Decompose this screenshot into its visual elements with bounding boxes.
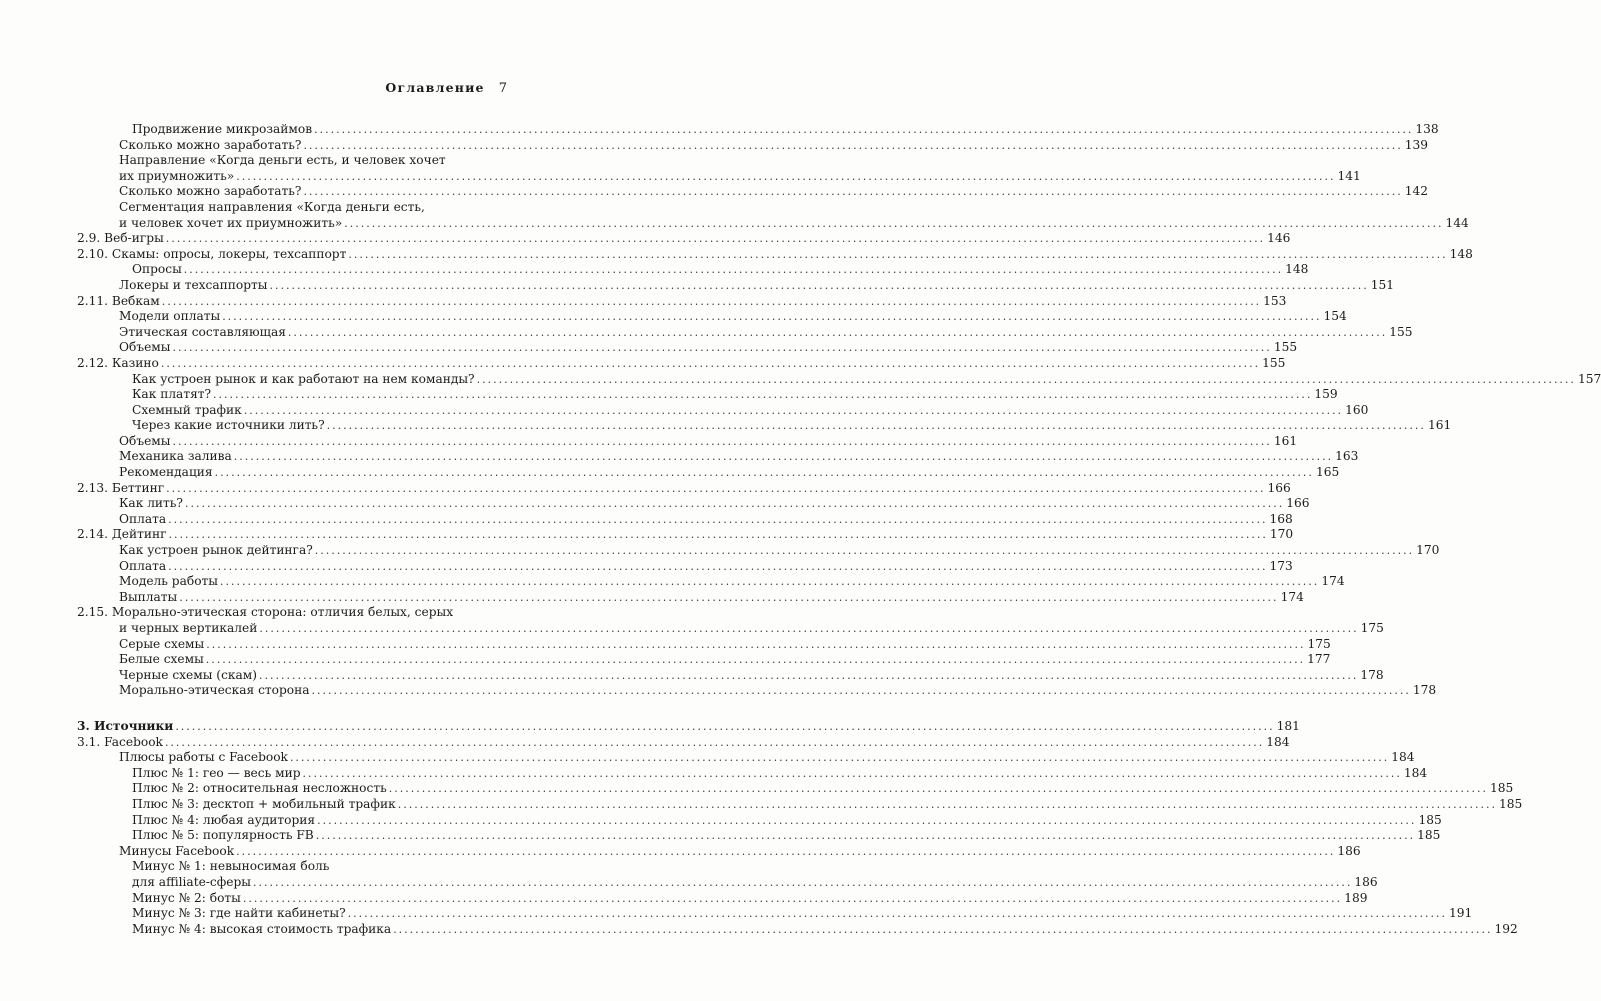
toc-leader-dots: ........................................................................................................................................................................................................: [259, 622, 1359, 635]
toc-leader-dots: ........................................................................................................................................................................................................: [311, 684, 1411, 698]
toc-entry[interactable]: [77, 355, 1286, 372]
toc-entry[interactable]: [77, 496, 1310, 512]
toc-leader-dots: ........................................................................................................................................................................................................: [166, 481, 1266, 495]
toc-entry[interactable]: [77, 636, 1331, 653]
toc-entry[interactable]: [77, 231, 1291, 247]
toc-entry-title: и черных вертикалей: [119, 621, 258, 635]
toc-entry-page: 185: [1418, 812, 1442, 827]
toc-leader-dots: ........................................................................................................................................................................................................: [348, 247, 1448, 261]
toc-leader-dots: ........................................................................................................................................................................................................: [219, 575, 1320, 589]
toc-entry-page: 184: [1266, 734, 1290, 749]
toc-entry-title: Серые схемы: [119, 636, 205, 651]
toc-entry[interactable]: [77, 168, 1361, 185]
toc-entry[interactable]: [77, 558, 1293, 575]
toc-entry[interactable]: [77, 200, 511, 216]
toc-entry[interactable]: [77, 449, 1359, 465]
toc-entry-title: Модель работы: [119, 574, 218, 589]
toc-entry-title: 2.11. Вебкам: [77, 293, 160, 308]
toc-leader-dots: ........................................................................................................................................................................................................: [168, 512, 1268, 526]
toc-entry-page: 141: [1337, 168, 1361, 183]
toc-entry-title: Морально-этическая сторона: [119, 683, 310, 698]
toc-entry-page: 153: [1263, 293, 1287, 308]
toc-entry-title: Минусы Facebook: [119, 843, 235, 858]
toc-entry[interactable]: [77, 812, 1442, 829]
toc-entry-page: 163: [1335, 449, 1359, 464]
toc-entry[interactable]: [77, 843, 1361, 860]
toc-leader-dots: ........................................................................................................................................................................................................: [289, 751, 1390, 765]
toc-entry-title: Плюс № 1: гео — весь мир: [132, 765, 301, 780]
toc-entry[interactable]: [77, 324, 1413, 341]
toc-entry-title: Объемы: [119, 340, 171, 355]
toc-entry-page: 173: [1269, 558, 1293, 573]
toc-leader-dots: ........................................................................................................................................................................................................: [222, 310, 1322, 324]
toc-entry-page: 184: [1391, 750, 1415, 765]
toc-entry-title: 3.1. Facebook: [77, 734, 163, 749]
toc-entry-title: Выплаты: [119, 589, 178, 604]
toc-entry-page: 161: [1273, 433, 1298, 448]
toc-entry-page: 155: [1262, 355, 1286, 370]
toc-entry[interactable]: [77, 589, 1304, 606]
toc-entry[interactable]: [77, 652, 1331, 668]
toc-entry-page: 146: [1267, 231, 1291, 246]
toc-entry-page: 177: [1307, 652, 1331, 667]
toc-entry-page: 168: [1269, 511, 1293, 526]
toc-leader-dots: ........................................................................................................................................................................................................: [236, 169, 1336, 183]
toc-leader-dots: ........................................................................................................................................................................................................: [476, 372, 1576, 386]
toc-entry-title: Этическая составляющая: [119, 324, 286, 339]
toc-leader-dots: ........................................................................................................................................................................................................: [160, 356, 1261, 370]
toc-entry-title: Как устроен рынок и как работают на нем команды?: [132, 371, 475, 386]
toc-leader-dots: ........................................................................................................................................................................................................: [243, 403, 1344, 417]
toc-entry[interactable]: [77, 262, 1309, 278]
toc-entry-page: 175: [1307, 636, 1331, 651]
toc-entry-page: 142: [1404, 184, 1429, 199]
toc-entry[interactable]: [77, 605, 511, 621]
toc-leader-dots: ........................................................................................................................................................................................................: [303, 185, 1403, 199]
toc-leader-dots: ........................................................................................................................................................................................................: [397, 797, 1498, 811]
toc-entry-title: Модели оплаты: [119, 309, 221, 324]
toc-entry-page: 178: [1412, 683, 1437, 698]
toc-entry-title: Схемный трафик: [132, 402, 242, 417]
toc-entry-page: 185: [1417, 828, 1441, 843]
toc-entry[interactable]: [77, 387, 1338, 403]
toc-entry[interactable]: [77, 480, 1291, 497]
toc-entry[interactable]: [77, 718, 1300, 735]
toc-leader-dots: ........................................................................................................................................................................................................: [314, 123, 1414, 136]
toc-leader-dots: ........................................................................................................................................................................................................: [172, 434, 1272, 448]
toc-entry[interactable]: [77, 828, 1441, 844]
toc-entry-title: Минус № 3: где найти кабинеты?: [132, 906, 346, 921]
toc-entry-page: 161: [1427, 418, 1452, 433]
toc-entry[interactable]: [77, 277, 1395, 294]
toc-entry-title: Минус № 4: высокая стоимость трафика: [132, 921, 392, 936]
toc-leader-dots: ........................................................................................................................................................................................................: [175, 719, 1275, 733]
toc-entry[interactable]: [77, 418, 1452, 434]
toc-entry-page: 155: [1389, 324, 1413, 339]
toc-entry[interactable]: [77, 137, 1429, 154]
toc-entry[interactable]: [77, 465, 1340, 481]
toc-leader-dots: ........................................................................................................................................................................................................: [388, 782, 1489, 796]
toc-leader-dots: ........................................................................................................................................................................................................: [287, 325, 1388, 339]
toc-entry-title: Минус № 1: невыносимая боль: [132, 859, 330, 874]
toc-leader-dots: ........................................................................................................................................................................................................: [164, 735, 1265, 749]
toc-entry-title: их приумножить»: [119, 168, 235, 183]
toc-entry-page: 166: [1286, 496, 1310, 511]
toc-entry[interactable]: [77, 184, 1429, 200]
toc-entry-page: 160: [1345, 402, 1369, 417]
toc-entry-title: 2.10. Скамы: опросы, локеры, техсаппорт: [77, 246, 347, 261]
toc-leader-dots: ........................................................................................................................................................................................................: [165, 232, 1266, 246]
toc-entry[interactable]: [77, 433, 1298, 450]
toc-leader-dots: ........................................................................................................................................................................................................: [213, 388, 1313, 402]
toc-leader-dots: ........................................................................................................................................................................................................: [168, 528, 1268, 542]
toc-entry-page: 186: [1354, 874, 1378, 889]
toc-entry-title: Опросы: [132, 262, 182, 277]
toc-entry-page: 181: [1276, 718, 1300, 733]
toc-entry-title: Локеры и техсаппорты: [119, 277, 268, 292]
toc-entry-page: 151: [1370, 277, 1395, 292]
toc-leader-dots: ........................................................................................................................................................................................................: [314, 544, 1415, 558]
toc-leader-dots: ........................................................................................................................................................................................................: [315, 829, 1416, 843]
toc-entry[interactable]: [77, 215, 1469, 232]
toc-entry[interactable]: [77, 667, 1384, 684]
toc-leader-dots: ........................................................................................................................................................................................................: [347, 907, 1447, 921]
toc-leader-dots: ........................................................................................................................................................................................................: [183, 263, 1284, 277]
toc-leader-dots: ........................................................................................................................................................................................................: [205, 653, 1306, 667]
toc-entry[interactable]: [77, 371, 1601, 388]
toc-entry-title: Сегментация направления «Когда деньги есть,: [119, 199, 425, 214]
toc-leader-dots: ........................................................................................................................................................................................................: [168, 559, 1268, 573]
toc-entry-page: 174: [1321, 574, 1345, 589]
toc-leader-dots: ........................................................................................................................................................................................................: [393, 922, 1493, 936]
toc-entry-title: 2.13. Беттинг: [77, 480, 165, 495]
toc-entry[interactable]: [77, 122, 1439, 138]
toc-spacer: [77, 699, 511, 719]
toc-leader-dots: ........................................................................................................................................................................................................: [233, 450, 1334, 464]
toc-entry-page: 165: [1315, 465, 1340, 480]
toc-entry-title: Сколько можно заработать?: [119, 184, 302, 199]
toc-entry-title: Оплата: [119, 511, 167, 526]
toc-entry-title: Механика залива: [119, 449, 232, 464]
toc-entry-title: 2.15. Морально-этическая сторона: отличия белых, серых: [77, 605, 454, 620]
toc-leader-dots: ........................................................................................................................................................................................................: [269, 278, 1369, 292]
toc-entry-title: Сколько можно заработать?: [119, 137, 302, 152]
toc-entry[interactable]: [77, 309, 1347, 325]
toc-entry[interactable]: [77, 765, 1428, 782]
toc-entry[interactable]: [77, 153, 511, 169]
toc-leader-dots: ........................................................................................................................................................................................................: [253, 875, 1353, 889]
toc-entry-title: 2.9. Веб-игры: [77, 231, 164, 246]
toc-entry-page: 191: [1448, 906, 1473, 921]
toc-entry-title: Объемы: [119, 433, 171, 448]
toc-entry[interactable]: [77, 734, 1290, 751]
toc-entry[interactable]: [77, 874, 1378, 891]
toc-leader-dots: ........................................................................................................................................................................................................: [172, 341, 1272, 355]
toc-entry-page: 138: [1415, 122, 1439, 136]
toc-entry-title: 2.12. Казино: [77, 355, 159, 370]
toc-entry[interactable]: [77, 511, 1293, 528]
toc-leader-dots: ........................................................................................................................................................................................................: [206, 637, 1306, 651]
toc-entry-title: Черные схемы (скам): [119, 667, 258, 682]
toc-entry[interactable]: [77, 781, 1514, 797]
toc-entry[interactable]: [77, 246, 1473, 263]
toc-entry-title: Плюс № 5: популярность FB: [132, 828, 314, 843]
toc-entry[interactable]: [77, 683, 1437, 699]
toc-entry[interactable]: [77, 574, 1345, 590]
toc-entry-page: 178: [1360, 667, 1384, 682]
toc-entry[interactable]: [77, 921, 1518, 938]
toc-entry-page: 166: [1267, 480, 1291, 495]
toc-entry-page: 144: [1445, 215, 1469, 230]
toc-leader-dots: ........................................................................................................................................................................................................: [179, 590, 1279, 604]
toc-entry-page: 148: [1449, 246, 1473, 261]
page-number: 7: [498, 81, 507, 96]
toc-entry-page: 155: [1273, 340, 1298, 355]
toc-entry-title: Продвижение микрозаймов: [132, 122, 313, 136]
toc-entry-page: 189: [1344, 890, 1368, 905]
toc-leader-dots: ........................................................................................................................................................................................................: [242, 891, 1343, 905]
toc-entry[interactable]: [77, 890, 1368, 907]
toc-entry-title: Как платят?: [132, 387, 212, 402]
toc-leader-dots: ........................................................................................................................................................................................................: [303, 138, 1403, 152]
toc-entry-title: Плюс № 4: любая аудитория: [132, 812, 316, 827]
toc-entry[interactable]: [77, 859, 511, 875]
toc-entry[interactable]: [77, 402, 1369, 419]
toc-entry-title: Рекомендация: [119, 465, 213, 480]
toc-entry-title: Как лить?: [119, 496, 183, 511]
toc-entry-page: 148: [1285, 262, 1309, 277]
toc-entry[interactable]: [77, 293, 1287, 310]
toc-leader-dots: ........................................................................................................................................................................................................: [214, 466, 1314, 480]
toc-entry[interactable]: [77, 621, 1384, 637]
toc-leader-dots: ........................................................................................................................................................................................................: [161, 294, 1262, 308]
toc-entry[interactable]: [77, 340, 1298, 356]
toc-entry-title: Минус № 2: боты: [132, 890, 241, 905]
toc-entry-page: 139: [1404, 137, 1429, 152]
toc-leader-dots: ........................................................................................................................................................................................................: [302, 766, 1402, 780]
toc-entry-page: 175: [1360, 621, 1384, 635]
toc-entry[interactable]: [77, 543, 1440, 559]
toc-entry-title: для affiliate-сферы: [132, 874, 252, 889]
toc-entry-title: Как устроен рынок дейтинга?: [119, 543, 313, 558]
toc-leader-dots: ........................................................................................................................................................................................................: [184, 497, 1285, 511]
toc-entry-title: 3. Источники: [77, 718, 174, 733]
table-of-contents: [77, 122, 1601, 937]
running-header-title: Оглавление: [385, 80, 485, 95]
toc-entry[interactable]: [77, 796, 1523, 813]
toc-entry-page: 192: [1494, 921, 1518, 936]
toc-entry-title: Плюс № 2: относительная несложность: [132, 781, 387, 796]
toc-entry-title: Белые схемы: [119, 652, 204, 667]
toc-leader-dots: ........................................................................................................................................................................................................: [326, 419, 1426, 433]
toc-leader-dots: ........................................................................................................................................................................................................: [236, 844, 1336, 858]
toc-entry[interactable]: [77, 527, 1294, 543]
toc-entry-page: 185: [1490, 781, 1514, 796]
toc-entry[interactable]: [77, 750, 1415, 766]
toc-entry-page: 159: [1314, 387, 1338, 402]
toc-entry-page: 184: [1403, 765, 1428, 780]
toc-entry-page: 154: [1323, 309, 1347, 324]
toc-leader-dots: ........................................................................................................................................................................................................: [344, 216, 1444, 230]
toc-entry-page: 170: [1416, 543, 1440, 558]
toc-entry-title: Плюсы работы с Facebook: [119, 750, 288, 765]
toc-leader-dots: ........................................................................................................................................................................................................: [259, 668, 1359, 682]
toc-entry-title: и человек хочет их приумножить»: [119, 215, 343, 230]
toc-entry-title: Оплата: [119, 558, 167, 573]
toc-entry-title: Через какие источники лить?: [132, 418, 325, 433]
toc-entry-title: 2.14. Дейтинг: [77, 527, 167, 542]
toc-entry-title: Плюс № 3: десктоп + мобильный трафик: [132, 796, 396, 811]
toc-entry-page: 157: [1577, 371, 1601, 386]
toc-entry-page: 170: [1269, 527, 1294, 542]
toc-entry-title: Направление «Когда деньги есть, и человек хочет: [119, 153, 446, 168]
toc-entry-page: 185: [1499, 796, 1523, 811]
running-header: [385, 80, 507, 96]
toc-entry[interactable]: [77, 906, 1473, 922]
toc-entry-page: 186: [1337, 843, 1361, 858]
toc-leader-dots: ........................................................................................................................................................................................................: [317, 813, 1417, 827]
toc-entry-page: 174: [1280, 589, 1304, 604]
